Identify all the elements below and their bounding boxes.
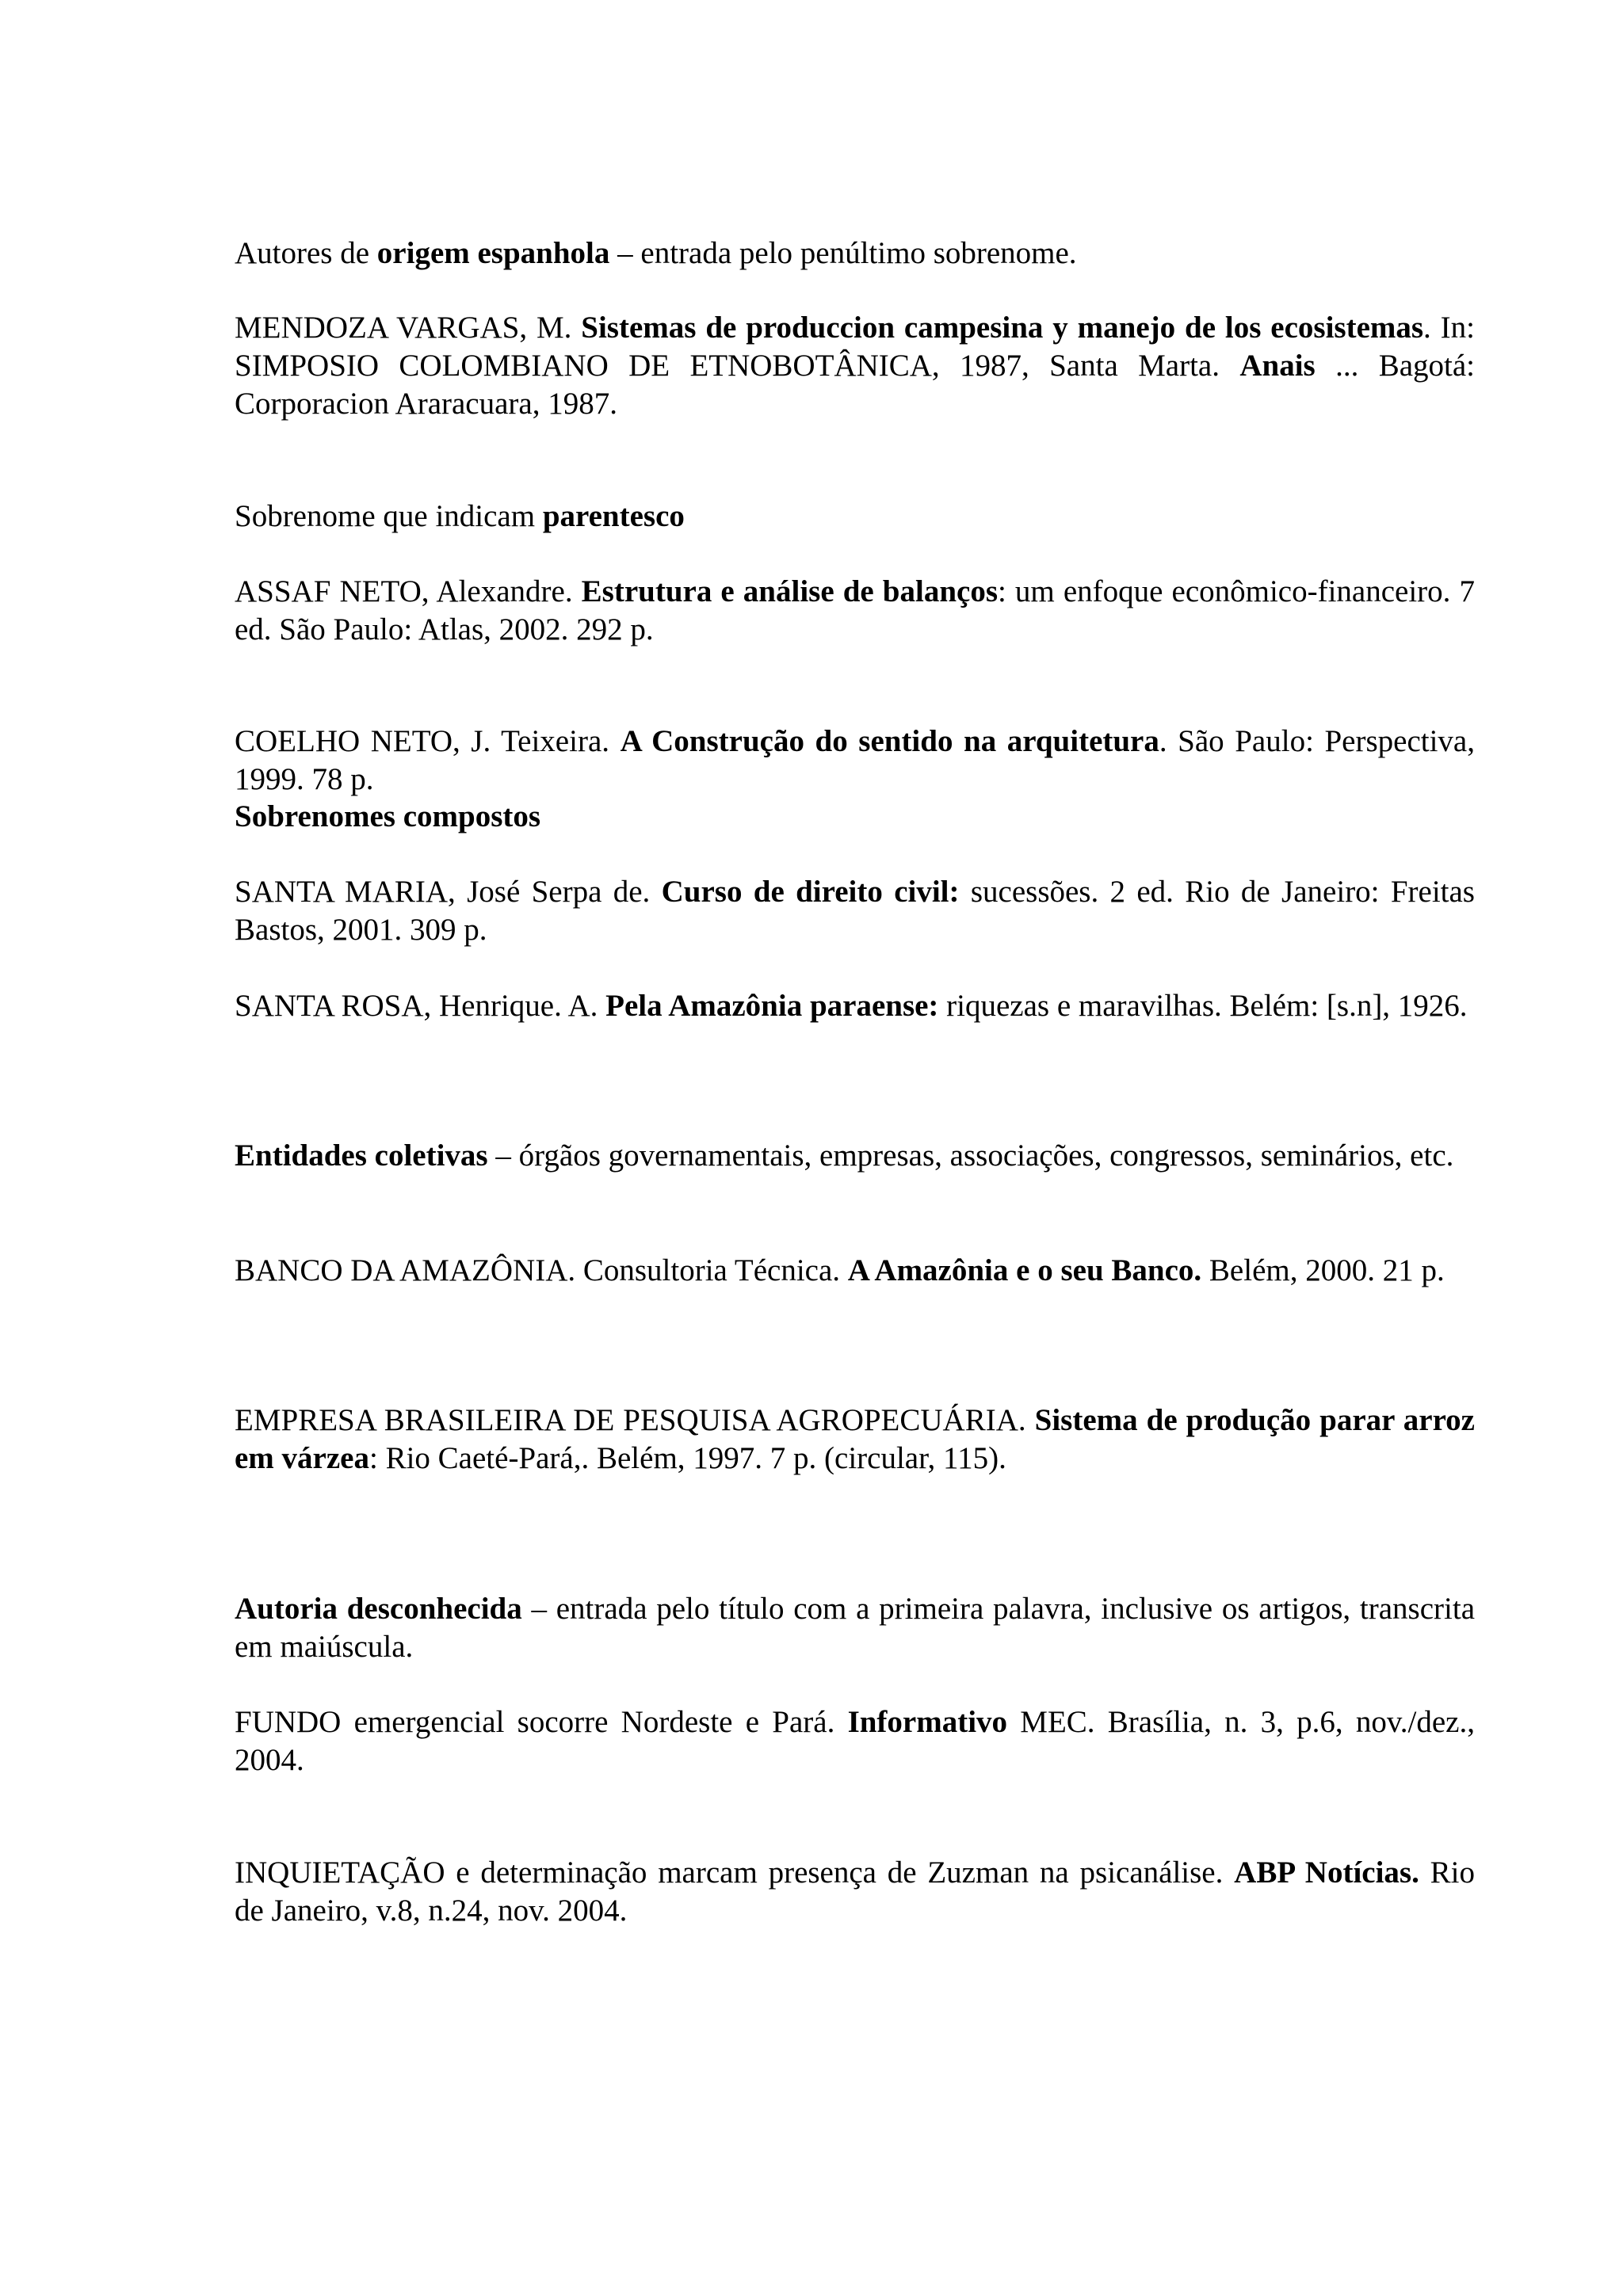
reference-embrapa <box>235 1402 1475 1478</box>
reference-text: : um enfoque econômico-financeiro. 7 ed. São Paulo: Atlas, 2002. 292 p. <box>235 574 1475 646</box>
reference-author: COELHO NETO, J. Teixeira. <box>235 724 621 758</box>
reference-title: Sistema de produção parar arroz em várzea <box>235 1403 1475 1475</box>
reference-santa-maria <box>235 873 1475 949</box>
reference-title: Estrutura e análise de balanços <box>581 574 998 608</box>
reference-text: . In: SIMPOSIO COLOMBIANO DE ETNOBOTÂNICA, 1987, Santa Marta. <box>235 311 1475 383</box>
section-collective-entities <box>235 1137 1475 1175</box>
reference-coelho <box>235 723 1475 799</box>
section-text: – entrada pelo penúltimo sobrenome. <box>609 236 1077 270</box>
reference-periodical: Informativo <box>847 1705 1008 1739</box>
reference-text: riquezas e maravilhas. Belém: [s.n], 1926. <box>938 989 1468 1023</box>
section-emphasis: Sobrenomes compostos <box>235 799 541 833</box>
reference-santa-rosa <box>235 987 1475 1025</box>
section-emphasis: Autoria desconhecida <box>235 1592 522 1626</box>
section-spanish-origin <box>235 235 1475 273</box>
reference-title: A Construção do sentido na arquitetura <box>620 724 1159 758</box>
reference-title-text: FUNDO emergencial socorre Nordeste e Pará. <box>235 1705 848 1739</box>
section-emphasis: parentesco <box>542 499 685 533</box>
reference-text: . São Paulo: Perspectiva, 1999. 78 p. <box>235 724 1475 796</box>
section-text: – órgãos governamentais, empresas, associações, congressos, seminários, etc. <box>487 1138 1454 1173</box>
reference-title: Pela Amazônia paraense: <box>605 989 939 1023</box>
reference-text: sucessões. 2 ed. Rio de Janeiro: Freitas Bastos, 2001. 309 p. <box>235 875 1475 947</box>
section-kinship <box>235 498 1475 536</box>
reference-mendoza <box>235 309 1475 423</box>
reference-text: Rio de Janeiro, v.8, n.24, nov. 2004. <box>235 1855 1475 1928</box>
reference-author: SANTA MARIA, José Serpa de. <box>235 875 662 909</box>
section-compound-surnames <box>235 798 1475 836</box>
reference-inquietacao <box>235 1854 1475 1930</box>
reference-fundo <box>235 1703 1475 1779</box>
section-emphasis: Entidades coletivas <box>235 1138 488 1173</box>
reference-text: Belém, 2000. 21 p. <box>1201 1253 1445 1287</box>
reference-assaf <box>235 573 1475 649</box>
reference-author: MENDOZA VARGAS, M. <box>235 311 582 345</box>
section-text: Autores de <box>235 236 377 270</box>
reference-text: ... Bagotá: Corporacion Araracuara, 1987. <box>235 349 1475 421</box>
reference-title: Sistemas de produccion campesina y manejo de los ecosistemas <box>581 311 1424 345</box>
reference-author: SANTA ROSA, Henrique. A. <box>235 989 606 1023</box>
reference-author: EMPRESA BRASILEIRA DE PESQUISA AGROPECUÁRIA. <box>235 1403 1035 1437</box>
section-unknown-authorship <box>235 1590 1475 1666</box>
section-text: Sobrenome que indicam <box>235 499 543 533</box>
reference-author: BANCO DA AMAZÔNIA. Consultoria Técnica. <box>235 1253 848 1287</box>
reference-title-text: INQUIETAÇÃO e determinação marcam presença de Zuzman na psicanálise. <box>235 1855 1235 1890</box>
reference-periodical: ABP Notícias. <box>1234 1855 1419 1890</box>
reference-title: Anais <box>1239 349 1316 383</box>
section-text: – entrada pelo título com a primeira palavra, inclusive os artigos, transcrita em maiúscula. <box>235 1592 1476 1664</box>
reference-text: : Rio Caeté-Pará,. Belém, 1997. 7 p. (circular, 115). <box>369 1441 1006 1475</box>
reference-title: Curso de direito civil: <box>661 875 960 909</box>
reference-author: ASSAF NETO, Alexandre. <box>235 574 582 608</box>
section-emphasis: origem espanhola <box>376 236 610 270</box>
reference-title: A Amazônia e o seu Banco. <box>847 1253 1202 1287</box>
reference-text: MEC. Brasília, n. 3, p.6, nov./dez., 2004. <box>235 1705 1475 1777</box>
reference-banco <box>235 1252 1475 1290</box>
